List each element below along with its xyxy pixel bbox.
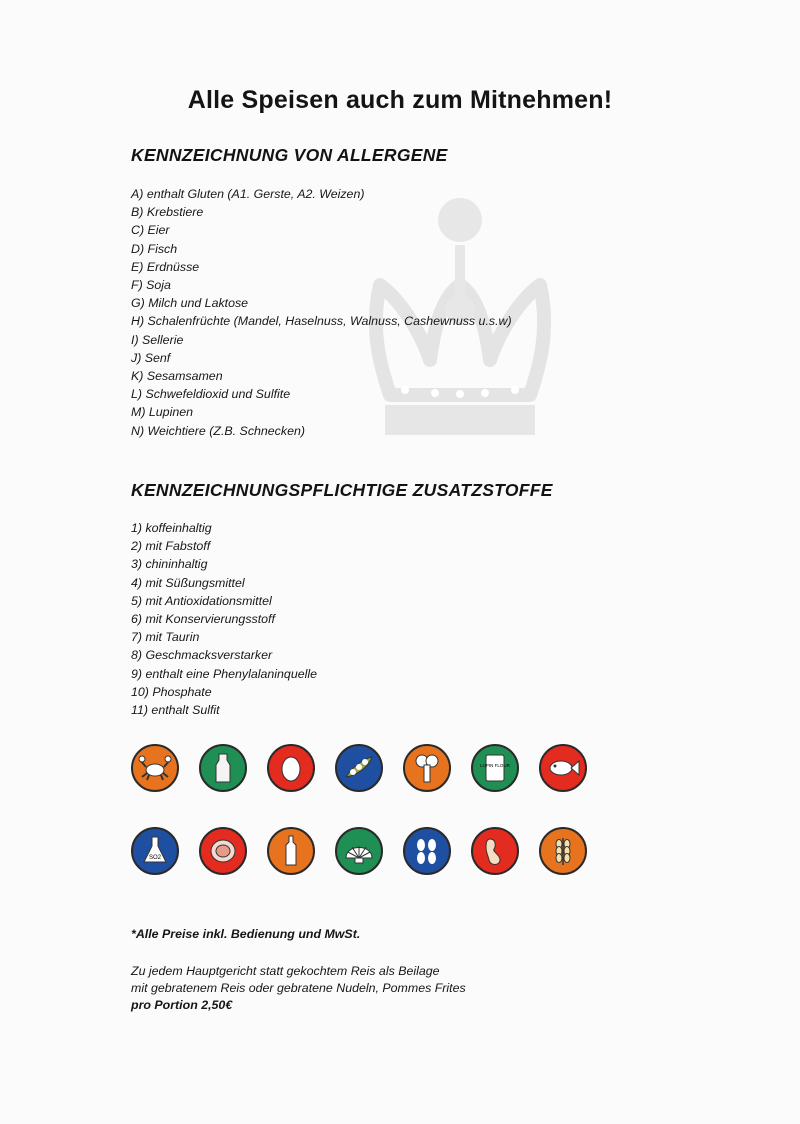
list-item: J) Senf bbox=[131, 350, 171, 365]
list-item: 11) enthalt Sulfit bbox=[131, 703, 220, 718]
mussel-icon bbox=[199, 827, 247, 875]
list-item: E) Erdnüsse bbox=[131, 259, 200, 274]
mustard-bottle-icon bbox=[267, 827, 315, 875]
additives-list bbox=[131, 519, 317, 719]
so2-label: SO2 bbox=[148, 855, 162, 861]
soy-pod-icon bbox=[335, 744, 383, 792]
list-item: K) Sesamsamen bbox=[131, 369, 223, 384]
list-item: 2) mit Fabstoff bbox=[131, 539, 211, 554]
crab-icon bbox=[131, 744, 179, 792]
list-item: M) Lupinen bbox=[131, 405, 193, 420]
side-dish-price: pro Portion 2,50€ bbox=[131, 998, 233, 1012]
list-item: 3) chininhaltig bbox=[131, 557, 208, 572]
list-item: L) Schwefeldioxid und Sulfite bbox=[131, 387, 291, 402]
list-item: B) Krebstiere bbox=[131, 205, 204, 220]
list-item: F) Soja bbox=[131, 278, 171, 293]
lupin-flour-icon bbox=[471, 744, 519, 792]
side-dish-note bbox=[131, 963, 466, 1014]
list-item: 10) Phosphate bbox=[131, 684, 212, 699]
egg-icon bbox=[267, 744, 315, 792]
wheat-icon bbox=[539, 827, 587, 875]
lupin-label: LUPIN FLOUR bbox=[480, 763, 510, 768]
list-item: 9) enthalt eine Phenylalaninquelle bbox=[131, 666, 317, 681]
list-item: I) Sellerie bbox=[131, 332, 184, 347]
list-item: 1) koffeinhaltig bbox=[131, 521, 212, 535]
list-item: 8) Geschmacksverstarker bbox=[131, 648, 273, 663]
sesame-icon bbox=[403, 827, 451, 875]
allergens-heading: KENNZEICHNUNG VON ALLERGENE bbox=[131, 145, 448, 165]
list-item: G) Milch und Laktose bbox=[131, 296, 249, 311]
allergens-list bbox=[131, 185, 512, 440]
sulphite-flask-icon bbox=[131, 827, 179, 875]
list-item: N) Weichtiere (Z.B. Schnecken) bbox=[131, 423, 305, 438]
additives-heading: KENNZEICHNUNGSPFLICHTIGE ZUSATZSTOFFE bbox=[131, 480, 553, 500]
list-item: C) Eier bbox=[131, 223, 170, 238]
milk-bottle-icon bbox=[199, 744, 247, 792]
allergen-icons-row-2 bbox=[131, 827, 587, 875]
allergen-icons-row-1 bbox=[131, 744, 587, 792]
list-item: 4) mit Süßungsmittel bbox=[131, 575, 245, 590]
list-item: A) enthalt Gluten (A1. Gerste, A2. Weizen) bbox=[131, 187, 365, 201]
list-item: 7) mit Taurin bbox=[131, 630, 200, 645]
fish-icon bbox=[539, 744, 587, 792]
shell-icon bbox=[335, 827, 383, 875]
side-dish-line-1: Zu jedem Hauptgericht statt gekochtem Reis als Beilage bbox=[131, 964, 440, 978]
side-dish-line-2: mit gebratenem Reis oder gebratene Nudeln, Pommes Frites bbox=[131, 981, 466, 995]
list-item: H) Schalenfrüchte (Mandel, Haselnuss, Walnuss, Cashewnuss u.s.w) bbox=[131, 314, 512, 329]
list-item: 6) mit Konservierungsstoff bbox=[131, 612, 275, 627]
price-note: *Alle Preise inkl. Bedienung und MwSt. bbox=[131, 927, 361, 941]
celery-icon bbox=[403, 744, 451, 792]
list-item: D) Fisch bbox=[131, 241, 178, 256]
page-title: Alle Speisen auch zum Mitnehmen! bbox=[187, 86, 613, 114]
peanut-icon bbox=[471, 827, 519, 875]
list-item: 5) mit Antioxidationsmittel bbox=[131, 593, 272, 608]
